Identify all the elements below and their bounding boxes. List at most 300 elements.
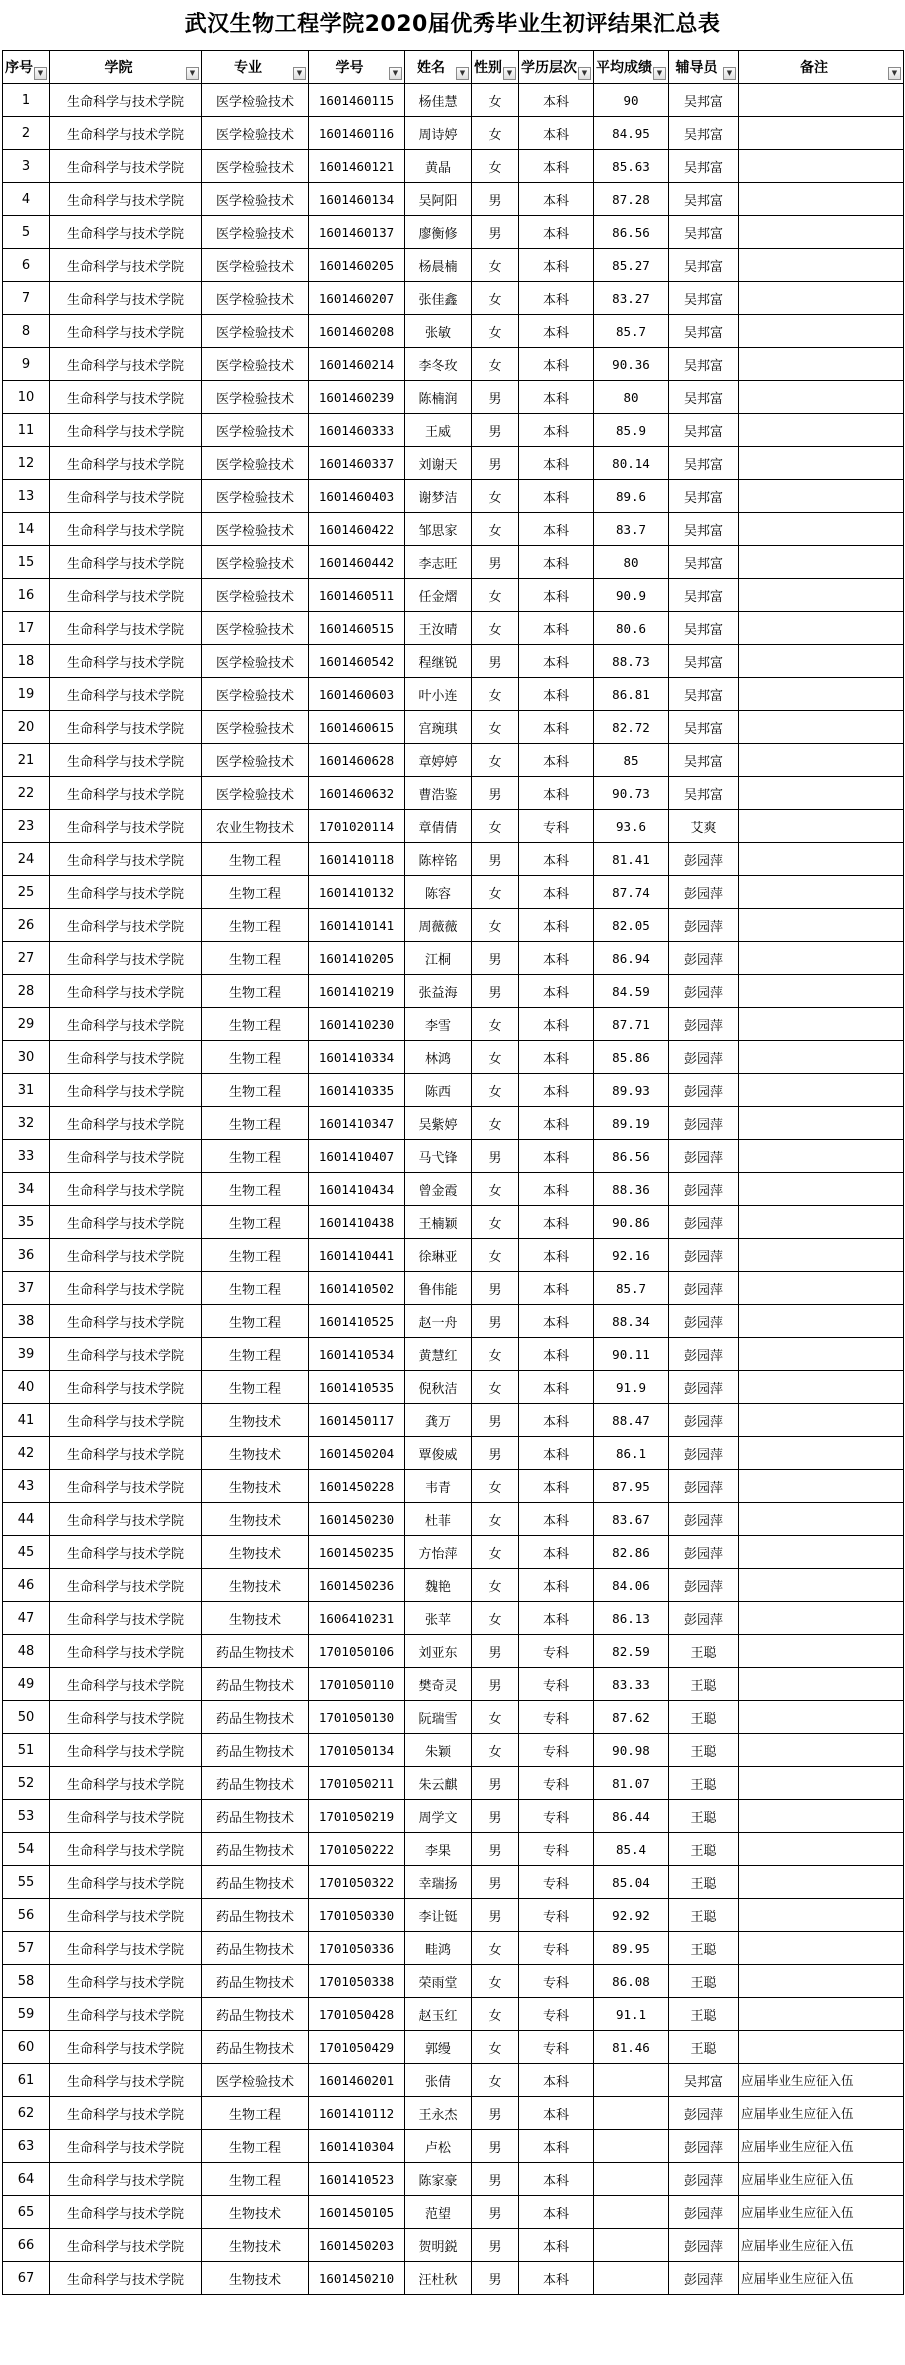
- average-score-cell[interactable]: 89.19: [594, 1107, 669, 1140]
- major-cell[interactable]: 生物工程: [202, 1008, 309, 1041]
- gender-cell[interactable]: 女: [472, 1503, 519, 1536]
- student-id-cell[interactable]: 1601410112: [309, 2097, 405, 2130]
- gender-cell[interactable]: 女: [472, 909, 519, 942]
- degree-level-cell[interactable]: 本科: [519, 2130, 594, 2163]
- major-cell[interactable]: 药品生物技术: [202, 1899, 309, 1932]
- college-cell[interactable]: 生命科学与技术学院: [50, 480, 202, 513]
- name-cell[interactable]: 陈家豪: [405, 2163, 472, 2196]
- remarks-cell[interactable]: [739, 1833, 904, 1866]
- gender-cell[interactable]: 女: [472, 579, 519, 612]
- gender-cell[interactable]: 女: [472, 1338, 519, 1371]
- counselor-cell[interactable]: 吴邦富: [669, 381, 739, 414]
- college-cell[interactable]: 生命科学与技术学院: [50, 777, 202, 810]
- major-cell[interactable]: 医学检验技术: [202, 711, 309, 744]
- gender-cell[interactable]: 女: [472, 117, 519, 150]
- index-cell[interactable]: 50: [3, 1701, 50, 1734]
- gender-cell[interactable]: 男: [472, 1635, 519, 1668]
- college-cell[interactable]: 生命科学与技术学院: [50, 1437, 202, 1470]
- name-cell[interactable]: 幸瑞扬: [405, 1866, 472, 1899]
- degree-level-cell[interactable]: 专科: [519, 1965, 594, 1998]
- major-cell[interactable]: 医学检验技术: [202, 315, 309, 348]
- gender-cell[interactable]: 女: [472, 1701, 519, 1734]
- remarks-cell[interactable]: [739, 1503, 904, 1536]
- name-cell[interactable]: 畦鸿: [405, 1932, 472, 1965]
- average-score-cell[interactable]: 83.33: [594, 1668, 669, 1701]
- student-id-cell[interactable]: 1701050106: [309, 1635, 405, 1668]
- college-cell[interactable]: 生命科学与技术学院: [50, 1668, 202, 1701]
- average-score-cell[interactable]: 86.81: [594, 678, 669, 711]
- degree-level-cell[interactable]: 本科: [519, 942, 594, 975]
- degree-level-cell[interactable]: 本科: [519, 612, 594, 645]
- college-cell[interactable]: 生命科学与技术学院: [50, 1899, 202, 1932]
- name-cell[interactable]: 吴紫婷: [405, 1107, 472, 1140]
- name-cell[interactable]: 刘亚东: [405, 1635, 472, 1668]
- degree-level-cell[interactable]: 本科: [519, 150, 594, 183]
- remarks-cell[interactable]: [739, 1206, 904, 1239]
- major-cell[interactable]: 生物技术: [202, 1404, 309, 1437]
- college-cell[interactable]: 生命科学与技术学院: [50, 975, 202, 1008]
- name-cell[interactable]: 龚万: [405, 1404, 472, 1437]
- gender-cell[interactable]: 女: [472, 1470, 519, 1503]
- average-score-cell[interactable]: 92.92: [594, 1899, 669, 1932]
- average-score-cell[interactable]: 93.6: [594, 810, 669, 843]
- remarks-cell[interactable]: 应届毕业生应征入伍: [739, 2097, 904, 2130]
- college-cell[interactable]: 生命科学与技术学院: [50, 612, 202, 645]
- remarks-cell[interactable]: [739, 711, 904, 744]
- average-score-cell[interactable]: 92.16: [594, 1239, 669, 1272]
- college-cell[interactable]: 生命科学与技术学院: [50, 2031, 202, 2064]
- average-score-cell[interactable]: 81.46: [594, 2031, 669, 2064]
- major-cell[interactable]: 药品生物技术: [202, 1998, 309, 2031]
- remarks-cell[interactable]: [739, 84, 904, 117]
- remarks-cell[interactable]: [739, 1767, 904, 1800]
- degree-level-cell[interactable]: 本科: [519, 1041, 594, 1074]
- college-cell[interactable]: 生命科学与技术学院: [50, 1470, 202, 1503]
- name-cell[interactable]: 杨佳慧: [405, 84, 472, 117]
- index-cell[interactable]: 21: [3, 744, 50, 777]
- index-cell[interactable]: 42: [3, 1437, 50, 1470]
- degree-level-cell[interactable]: 专科: [519, 1767, 594, 1800]
- name-cell[interactable]: 李果: [405, 1833, 472, 1866]
- name-cell[interactable]: 倪秋洁: [405, 1371, 472, 1404]
- student-id-cell[interactable]: 1601410335: [309, 1074, 405, 1107]
- gender-cell[interactable]: 女: [472, 2064, 519, 2097]
- name-cell[interactable]: 周薇薇: [405, 909, 472, 942]
- index-cell[interactable]: 10: [3, 381, 50, 414]
- gender-cell[interactable]: 男: [472, 381, 519, 414]
- student-id-cell[interactable]: 1601460201: [309, 2064, 405, 2097]
- major-cell[interactable]: 生物工程: [202, 975, 309, 1008]
- degree-level-cell[interactable]: 本科: [519, 843, 594, 876]
- counselor-cell[interactable]: 彭园萍: [669, 843, 739, 876]
- index-cell[interactable]: 38: [3, 1305, 50, 1338]
- remarks-cell[interactable]: [739, 2031, 904, 2064]
- remarks-cell[interactable]: 应届毕业生应征入伍: [739, 2196, 904, 2229]
- average-score-cell[interactable]: 85.7: [594, 1272, 669, 1305]
- college-cell[interactable]: 生命科学与技术学院: [50, 843, 202, 876]
- college-cell[interactable]: 生命科学与技术学院: [50, 2163, 202, 2196]
- gender-cell[interactable]: 男: [472, 2163, 519, 2196]
- major-cell[interactable]: 医学检验技术: [202, 744, 309, 777]
- remarks-cell[interactable]: [739, 1470, 904, 1503]
- name-cell[interactable]: 方怡萍: [405, 1536, 472, 1569]
- degree-level-cell[interactable]: 本科: [519, 249, 594, 282]
- major-cell[interactable]: 生物工程: [202, 1206, 309, 1239]
- remarks-cell[interactable]: [739, 183, 904, 216]
- name-cell[interactable]: 陈梓铭: [405, 843, 472, 876]
- remarks-cell[interactable]: [739, 1734, 904, 1767]
- name-cell[interactable]: 李志旺: [405, 546, 472, 579]
- major-cell[interactable]: 药品生物技术: [202, 1668, 309, 1701]
- gender-cell[interactable]: 男: [472, 1833, 519, 1866]
- index-cell[interactable]: 6: [3, 249, 50, 282]
- degree-level-cell[interactable]: 专科: [519, 810, 594, 843]
- counselor-cell[interactable]: 吴邦富: [669, 216, 739, 249]
- degree-level-cell[interactable]: 本科: [519, 2064, 594, 2097]
- student-id-cell[interactable]: 1601460632: [309, 777, 405, 810]
- major-cell[interactable]: 医学检验技术: [202, 480, 309, 513]
- counselor-cell[interactable]: 彭园萍: [669, 2196, 739, 2229]
- counselor-cell[interactable]: 吴邦富: [669, 480, 739, 513]
- gender-cell[interactable]: 女: [472, 1206, 519, 1239]
- major-cell[interactable]: 生物技术: [202, 2229, 309, 2262]
- remarks-cell[interactable]: [739, 1866, 904, 1899]
- major-cell[interactable]: 医学检验技术: [202, 381, 309, 414]
- average-score-cell[interactable]: [594, 2163, 669, 2196]
- name-cell[interactable]: 林鸿: [405, 1041, 472, 1074]
- gender-cell[interactable]: 男: [472, 1767, 519, 1800]
- average-score-cell[interactable]: 90.73: [594, 777, 669, 810]
- major-cell[interactable]: 生物工程: [202, 1338, 309, 1371]
- index-cell[interactable]: 47: [3, 1602, 50, 1635]
- counselor-cell[interactable]: 彭园萍: [669, 1437, 739, 1470]
- student-id-cell[interactable]: 1601410438: [309, 1206, 405, 1239]
- remarks-cell[interactable]: [739, 1074, 904, 1107]
- counselor-cell[interactable]: 王聪: [669, 1734, 739, 1767]
- remarks-cell[interactable]: [739, 1338, 904, 1371]
- remarks-cell[interactable]: [739, 1041, 904, 1074]
- remarks-cell[interactable]: [739, 645, 904, 678]
- index-cell[interactable]: 11: [3, 414, 50, 447]
- average-score-cell[interactable]: [594, 2196, 669, 2229]
- average-score-cell[interactable]: 80: [594, 546, 669, 579]
- college-cell[interactable]: 生命科学与技术学院: [50, 1800, 202, 1833]
- degree-level-cell[interactable]: 本科: [519, 1107, 594, 1140]
- degree-level-cell[interactable]: 本科: [519, 1437, 594, 1470]
- counselor-cell[interactable]: 吴邦富: [669, 315, 739, 348]
- degree-level-cell[interactable]: 本科: [519, 2163, 594, 2196]
- college-cell[interactable]: 生命科学与技术学院: [50, 315, 202, 348]
- degree-level-cell[interactable]: 本科: [519, 546, 594, 579]
- major-cell[interactable]: 药品生物技术: [202, 1635, 309, 1668]
- average-score-cell[interactable]: 86.94: [594, 942, 669, 975]
- student-id-cell[interactable]: 1601460207: [309, 282, 405, 315]
- student-id-cell[interactable]: 1601460116: [309, 117, 405, 150]
- college-cell[interactable]: 生命科学与技术学院: [50, 1635, 202, 1668]
- counselor-cell[interactable]: 吴邦富: [669, 348, 739, 381]
- index-cell[interactable]: 22: [3, 777, 50, 810]
- remarks-cell[interactable]: [739, 1107, 904, 1140]
- remarks-cell[interactable]: [739, 1569, 904, 1602]
- college-cell[interactable]: 生命科学与技术学院: [50, 942, 202, 975]
- degree-level-cell[interactable]: 专科: [519, 2031, 594, 2064]
- gender-cell[interactable]: 男: [472, 975, 519, 1008]
- degree-level-cell[interactable]: 本科: [519, 777, 594, 810]
- average-score-cell[interactable]: 82.05: [594, 909, 669, 942]
- major-cell[interactable]: 生物工程: [202, 1140, 309, 1173]
- counselor-cell[interactable]: 吴邦富: [669, 513, 739, 546]
- major-cell[interactable]: 药品生物技术: [202, 1932, 309, 1965]
- index-cell[interactable]: 27: [3, 942, 50, 975]
- filter-dropdown-icon[interactable]: ▼: [888, 67, 901, 80]
- index-cell[interactable]: 5: [3, 216, 50, 249]
- index-cell[interactable]: 2: [3, 117, 50, 150]
- college-cell[interactable]: 生命科学与技术学院: [50, 1041, 202, 1074]
- name-cell[interactable]: 张益海: [405, 975, 472, 1008]
- college-cell[interactable]: 生命科学与技术学院: [50, 1767, 202, 1800]
- gender-cell[interactable]: 女: [472, 1932, 519, 1965]
- student-id-cell[interactable]: 1601460121: [309, 150, 405, 183]
- remarks-cell[interactable]: [739, 249, 904, 282]
- remarks-cell[interactable]: [739, 1800, 904, 1833]
- remarks-cell[interactable]: [739, 1998, 904, 2031]
- student-id-cell[interactable]: 1701050130: [309, 1701, 405, 1734]
- gender-cell[interactable]: 女: [472, 2031, 519, 2064]
- average-score-cell[interactable]: 81.41: [594, 843, 669, 876]
- name-cell[interactable]: 王永杰: [405, 2097, 472, 2130]
- index-cell[interactable]: 18: [3, 645, 50, 678]
- average-score-cell[interactable]: 84.95: [594, 117, 669, 150]
- college-cell[interactable]: 生命科学与技术学院: [50, 513, 202, 546]
- gender-cell[interactable]: 女: [472, 480, 519, 513]
- name-cell[interactable]: 马弋锋: [405, 1140, 472, 1173]
- college-cell[interactable]: 生命科学与技术学院: [50, 645, 202, 678]
- student-id-cell[interactable]: 1701050219: [309, 1800, 405, 1833]
- student-id-cell[interactable]: 1601460542: [309, 645, 405, 678]
- average-score-cell[interactable]: 86.1: [594, 1437, 669, 1470]
- gender-cell[interactable]: 男: [472, 2229, 519, 2262]
- college-cell[interactable]: 生命科学与技术学院: [50, 909, 202, 942]
- college-cell[interactable]: 生命科学与技术学院: [50, 447, 202, 480]
- index-cell[interactable]: 12: [3, 447, 50, 480]
- remarks-cell[interactable]: [739, 1173, 904, 1206]
- name-cell[interactable]: 张敏: [405, 315, 472, 348]
- gender-cell[interactable]: 女: [472, 1008, 519, 1041]
- student-id-cell[interactable]: 1601450204: [309, 1437, 405, 1470]
- college-cell[interactable]: 生命科学与技术学院: [50, 1833, 202, 1866]
- index-cell[interactable]: 57: [3, 1932, 50, 1965]
- counselor-cell[interactable]: 王聪: [669, 1866, 739, 1899]
- average-score-cell[interactable]: [594, 2262, 669, 2295]
- college-cell[interactable]: 生命科学与技术学院: [50, 381, 202, 414]
- name-cell[interactable]: 朱颖: [405, 1734, 472, 1767]
- name-cell[interactable]: 赵一舟: [405, 1305, 472, 1338]
- index-cell[interactable]: 16: [3, 579, 50, 612]
- student-id-cell[interactable]: 1601460515: [309, 612, 405, 645]
- average-score-cell[interactable]: 90: [594, 84, 669, 117]
- average-score-cell[interactable]: 85.27: [594, 249, 669, 282]
- major-cell[interactable]: 生物工程: [202, 1173, 309, 1206]
- counselor-cell[interactable]: 吴邦富: [669, 84, 739, 117]
- name-cell[interactable]: 张佳鑫: [405, 282, 472, 315]
- remarks-cell[interactable]: [739, 117, 904, 150]
- college-cell[interactable]: 生命科学与技术学院: [50, 1932, 202, 1965]
- degree-level-cell[interactable]: 专科: [519, 1998, 594, 2031]
- counselor-cell[interactable]: 吴邦富: [669, 777, 739, 810]
- student-id-cell[interactable]: 1601410434: [309, 1173, 405, 1206]
- major-cell[interactable]: 药品生物技术: [202, 1833, 309, 1866]
- degree-level-cell[interactable]: 本科: [519, 1569, 594, 1602]
- student-id-cell[interactable]: 1701050338: [309, 1965, 405, 1998]
- college-cell[interactable]: 生命科学与技术学院: [50, 1074, 202, 1107]
- counselor-cell[interactable]: 吴邦富: [669, 678, 739, 711]
- major-cell[interactable]: 生物技术: [202, 1437, 309, 1470]
- counselor-cell[interactable]: 吴邦富: [669, 744, 739, 777]
- remarks-cell[interactable]: [739, 876, 904, 909]
- student-id-cell[interactable]: 1701050322: [309, 1866, 405, 1899]
- major-cell[interactable]: 医学检验技术: [202, 216, 309, 249]
- college-cell[interactable]: 生命科学与技术学院: [50, 1602, 202, 1635]
- average-score-cell[interactable]: 82.72: [594, 711, 669, 744]
- average-score-cell[interactable]: 86.44: [594, 1800, 669, 1833]
- gender-cell[interactable]: 女: [472, 348, 519, 381]
- average-score-cell[interactable]: [594, 2064, 669, 2097]
- index-cell[interactable]: 1: [3, 84, 50, 117]
- counselor-cell[interactable]: 彭园萍: [669, 1371, 739, 1404]
- major-cell[interactable]: 药品生物技术: [202, 2031, 309, 2064]
- major-cell[interactable]: 医学检验技术: [202, 447, 309, 480]
- average-score-cell[interactable]: 83.7: [594, 513, 669, 546]
- major-cell[interactable]: 药品生物技术: [202, 1767, 309, 1800]
- average-score-cell[interactable]: 89.95: [594, 1932, 669, 1965]
- name-cell[interactable]: 陈西: [405, 1074, 472, 1107]
- index-cell[interactable]: 30: [3, 1041, 50, 1074]
- filter-dropdown-icon[interactable]: ▼: [578, 67, 591, 80]
- remarks-cell[interactable]: [739, 777, 904, 810]
- student-id-cell[interactable]: 1601450235: [309, 1536, 405, 1569]
- index-cell[interactable]: 40: [3, 1371, 50, 1404]
- index-cell[interactable]: 20: [3, 711, 50, 744]
- average-score-cell[interactable]: 86.56: [594, 1140, 669, 1173]
- index-cell[interactable]: 45: [3, 1536, 50, 1569]
- counselor-cell[interactable]: 彭园萍: [669, 2262, 739, 2295]
- index-cell[interactable]: 56: [3, 1899, 50, 1932]
- average-score-cell[interactable]: 88.34: [594, 1305, 669, 1338]
- degree-level-cell[interactable]: 本科: [519, 1140, 594, 1173]
- college-cell[interactable]: 生命科学与技术学院: [50, 876, 202, 909]
- counselor-cell[interactable]: 吴邦富: [669, 612, 739, 645]
- major-cell[interactable]: 医学检验技术: [202, 678, 309, 711]
- degree-level-cell[interactable]: 本科: [519, 1272, 594, 1305]
- major-cell[interactable]: 生物工程: [202, 876, 309, 909]
- remarks-cell[interactable]: 应届毕业生应征入伍: [739, 2262, 904, 2295]
- average-score-cell[interactable]: 86.13: [594, 1602, 669, 1635]
- gender-cell[interactable]: 男: [472, 2262, 519, 2295]
- remarks-cell[interactable]: 应届毕业生应征入伍: [739, 2163, 904, 2196]
- gender-cell[interactable]: 男: [472, 1668, 519, 1701]
- student-id-cell[interactable]: 1601450210: [309, 2262, 405, 2295]
- average-score-cell[interactable]: 81.07: [594, 1767, 669, 1800]
- index-cell[interactable]: 60: [3, 2031, 50, 2064]
- average-score-cell[interactable]: 90.98: [594, 1734, 669, 1767]
- student-id-cell[interactable]: 1601460442: [309, 546, 405, 579]
- average-score-cell[interactable]: 91.9: [594, 1371, 669, 1404]
- degree-level-cell[interactable]: 专科: [519, 1932, 594, 1965]
- counselor-cell[interactable]: 彭园萍: [669, 942, 739, 975]
- remarks-cell[interactable]: [739, 381, 904, 414]
- counselor-cell[interactable]: 吴邦富: [669, 150, 739, 183]
- student-id-cell[interactable]: 1601460603: [309, 678, 405, 711]
- gender-cell[interactable]: 男: [472, 2196, 519, 2229]
- gender-cell[interactable]: 女: [472, 282, 519, 315]
- college-cell[interactable]: 生命科学与技术学院: [50, 1173, 202, 1206]
- college-cell[interactable]: 生命科学与技术学院: [50, 1734, 202, 1767]
- gender-cell[interactable]: 女: [472, 1734, 519, 1767]
- index-cell[interactable]: 54: [3, 1833, 50, 1866]
- degree-level-cell[interactable]: 本科: [519, 2097, 594, 2130]
- name-cell[interactable]: 黄慧红: [405, 1338, 472, 1371]
- remarks-cell[interactable]: [739, 1404, 904, 1437]
- student-id-cell[interactable]: 1601410230: [309, 1008, 405, 1041]
- counselor-cell[interactable]: 彭园萍: [669, 1140, 739, 1173]
- gender-cell[interactable]: 男: [472, 1140, 519, 1173]
- gender-cell[interactable]: 男: [472, 2097, 519, 2130]
- average-score-cell[interactable]: 87.95: [594, 1470, 669, 1503]
- college-cell[interactable]: 生命科学与技术学院: [50, 678, 202, 711]
- major-cell[interactable]: 生物技术: [202, 1470, 309, 1503]
- name-cell[interactable]: 李冬玫: [405, 348, 472, 381]
- degree-level-cell[interactable]: 本科: [519, 2262, 594, 2295]
- counselor-cell[interactable]: 彭园萍: [669, 1470, 739, 1503]
- name-cell[interactable]: 任金熠: [405, 579, 472, 612]
- counselor-cell[interactable]: 彭园萍: [669, 1602, 739, 1635]
- counselor-cell[interactable]: 王聪: [669, 1899, 739, 1932]
- major-cell[interactable]: 医学检验技术: [202, 645, 309, 678]
- student-id-cell[interactable]: 1601460337: [309, 447, 405, 480]
- counselor-cell[interactable]: 彭园萍: [669, 1272, 739, 1305]
- remarks-cell[interactable]: [739, 1932, 904, 1965]
- name-cell[interactable]: 朱云麒: [405, 1767, 472, 1800]
- major-cell[interactable]: 生物技术: [202, 1503, 309, 1536]
- name-cell[interactable]: 李让铤: [405, 1899, 472, 1932]
- major-cell[interactable]: 生物工程: [202, 1272, 309, 1305]
- remarks-cell[interactable]: [739, 909, 904, 942]
- counselor-cell[interactable]: 彭园萍: [669, 975, 739, 1008]
- college-cell[interactable]: 生命科学与技术学院: [50, 1404, 202, 1437]
- index-cell[interactable]: 9: [3, 348, 50, 381]
- gender-cell[interactable]: 女: [472, 1041, 519, 1074]
- gender-cell[interactable]: 男: [472, 183, 519, 216]
- major-cell[interactable]: 生物技术: [202, 1536, 309, 1569]
- degree-level-cell[interactable]: 本科: [519, 876, 594, 909]
- average-score-cell[interactable]: 80: [594, 381, 669, 414]
- name-cell[interactable]: 廖衡修: [405, 216, 472, 249]
- index-cell[interactable]: 36: [3, 1239, 50, 1272]
- name-cell[interactable]: 徐琳亚: [405, 1239, 472, 1272]
- student-id-cell[interactable]: 1601410407: [309, 1140, 405, 1173]
- index-cell[interactable]: 35: [3, 1206, 50, 1239]
- degree-level-cell[interactable]: 本科: [519, 909, 594, 942]
- gender-cell[interactable]: 女: [472, 1371, 519, 1404]
- remarks-cell[interactable]: [739, 1272, 904, 1305]
- name-cell[interactable]: 韦青: [405, 1470, 472, 1503]
- student-id-cell[interactable]: 1601410347: [309, 1107, 405, 1140]
- counselor-cell[interactable]: 彭园萍: [669, 1008, 739, 1041]
- counselor-cell[interactable]: 彭园萍: [669, 1041, 739, 1074]
- college-cell[interactable]: 生命科学与技术学院: [50, 150, 202, 183]
- gender-cell[interactable]: 男: [472, 1404, 519, 1437]
- college-cell[interactable]: 生命科学与技术学院: [50, 282, 202, 315]
